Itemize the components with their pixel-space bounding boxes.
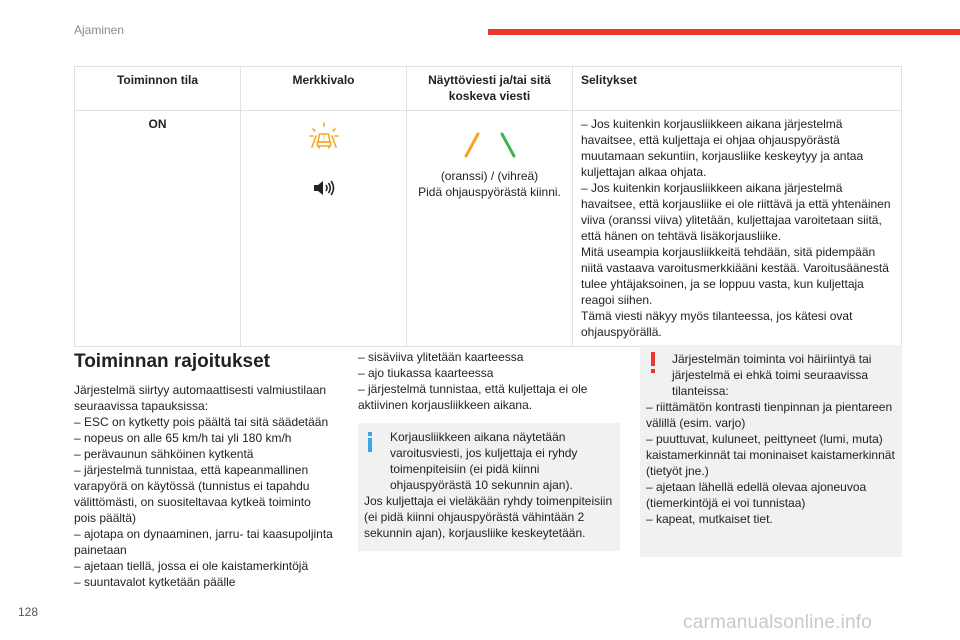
explanation-paragraph: Tämä viesti näkyy myös tilanteessa, jos kätesi ovat ohjauspyörällä. (581, 309, 853, 339)
lane-assist-warning-lamp-icon (307, 120, 341, 154)
header-accent-bar (488, 29, 960, 35)
section-title: Toiminnan rajoitukset (74, 351, 271, 372)
warning-exclamation-icon (649, 352, 657, 374)
explanation-cell (573, 111, 902, 347)
limitations-column-3 (640, 345, 902, 557)
table-header-row (75, 67, 902, 111)
info-text: Jos kuljettaja ei vieläkään ryhdy toimenpiteisiin (ei pidä kiinni ohjauspyörästä vähintään 2 sekunnin ajan), korjausliike keskeytetään. (364, 494, 613, 540)
list-item: – perävaunun sähköinen kytkentä (74, 447, 254, 461)
section-intro: Järjestelmä siirtyy automaattisesti valmiustilaan seuraavissa tapauksissa: (74, 383, 327, 413)
limitations-column-1 (74, 350, 336, 590)
speaker-icon (312, 178, 336, 198)
table-header-cell: Selitykset (573, 67, 902, 111)
watermark: carmanualsonline.info (683, 612, 873, 633)
warning-text: – ajetaan lähellä edellä olevaa ajoneuvoa (tiemerkintöjä ei voi tunnistaa) (646, 480, 867, 510)
info-text: Korjausliikkeen aikana näytetään varoitusviesti, jos kuljettaja ei ryhdy toimenpiteisiin (ei pidä kiinni ohjauspyörästä 10 sekunnin ajan). (390, 430, 578, 492)
list-item: – ajotapa on dynaaminen, jarru- tai kaasupoljinta painetaan (74, 527, 333, 557)
warning-text: – riittämätön kontrasti tienpinnan ja pientareen välillä (esim. varjo) (646, 400, 893, 430)
warning-text: – puuttuvat, kuluneet, peittyneet (lumi, muta) kaistamerkinnät tai moninaiset kaistamerkinnät (tietyöt jne.) (646, 432, 895, 478)
list-item: – sisäviiva ylitetään kaarteessa (358, 350, 524, 364)
list-item: – järjestelmä tunnistaa, että kapeanmallinen varapyörä on käytössä (tunnistus ei tapahdu välittömästi, on suositeltavaa kytkeä toiminto pois päältä) (74, 463, 311, 525)
page-number: 128 (18, 605, 39, 619)
display-message-cell (407, 111, 573, 347)
explanation-paragraph: – Jos kuitenkin korjausliikkeen aikana järjestelmä havaitsee, että korjausliike ei ole riittävä ja että yhtenäinen viiva (oranssi viiva) ylitetään, kuljettajaa varoitetaan siitä, että hänen on tehtävä lisäkorjausliike. (581, 181, 891, 243)
indicator-colors: (oranssi) / (vihreä) (440, 169, 539, 183)
function-status-table (74, 66, 902, 347)
section-label: Ajaminen (74, 23, 125, 37)
explanation-paragraph: Mitä useampia korjausliikkeitä tehdään, sitä pidempään niitä vastaava varoitusmerkkiääni kestää. Varoitusäänestä tulee yhtäjaksoinen, ja se loppuu vasta, kun kuljettaja reagoi siihen. (581, 245, 889, 307)
warning-text: Järjestelmän toiminta voi häiriintyä tai järjestelmä ei ehkä toimi seuraavissa tilanteissa: (672, 352, 872, 398)
limitations-column-2 (358, 349, 620, 551)
explanation-paragraph: – Jos kuitenkin korjausliikkeen aikana järjestelmä havaitsee, että kuljettaja ei ohjaa ohjauspyörästä muutamaan sekuntiin, korjausliike keskeytyy ja antaa kuljettajan alkaa ohjata. (581, 117, 864, 179)
display-message: Pidä ohjauspyörästä kiinni. (418, 185, 561, 199)
table-header-cell: Merkkivalo (241, 67, 407, 111)
function-state-cell (75, 111, 241, 347)
table-header-cell: Näyttöviesti ja/tai sitä koskeva viesti (407, 67, 573, 111)
table-row (75, 111, 902, 347)
list-item: – nopeus on alle 65 km/h tai yli 180 km/h (74, 431, 292, 445)
list-item: – järjestelmä tunnistaa, että kuljettaja ei ole aktiivinen korjausliikkeen aikana. (358, 382, 588, 412)
list-item: – suuntavalot kytketään päälle (74, 575, 236, 589)
warning-box (640, 345, 902, 557)
indicator-cell (241, 111, 407, 347)
lane-line-indicator-icon (460, 128, 520, 158)
warning-text: – kapeat, mutkaiset tiet. (646, 512, 773, 526)
info-box (358, 423, 620, 551)
list-item: – ajo tiukassa kaarteessa (358, 366, 494, 380)
svg-text:!: ! (322, 134, 325, 142)
list-item: – ajetaan tiellä, jossa ei ole kaistamerkintöjä (74, 559, 309, 573)
function-state: ON (148, 117, 167, 131)
list-item: – ESC on kytketty pois päältä tai sitä säädetään (74, 415, 329, 429)
table-header-cell: Toiminnon tila (75, 67, 241, 111)
info-icon (366, 432, 374, 452)
